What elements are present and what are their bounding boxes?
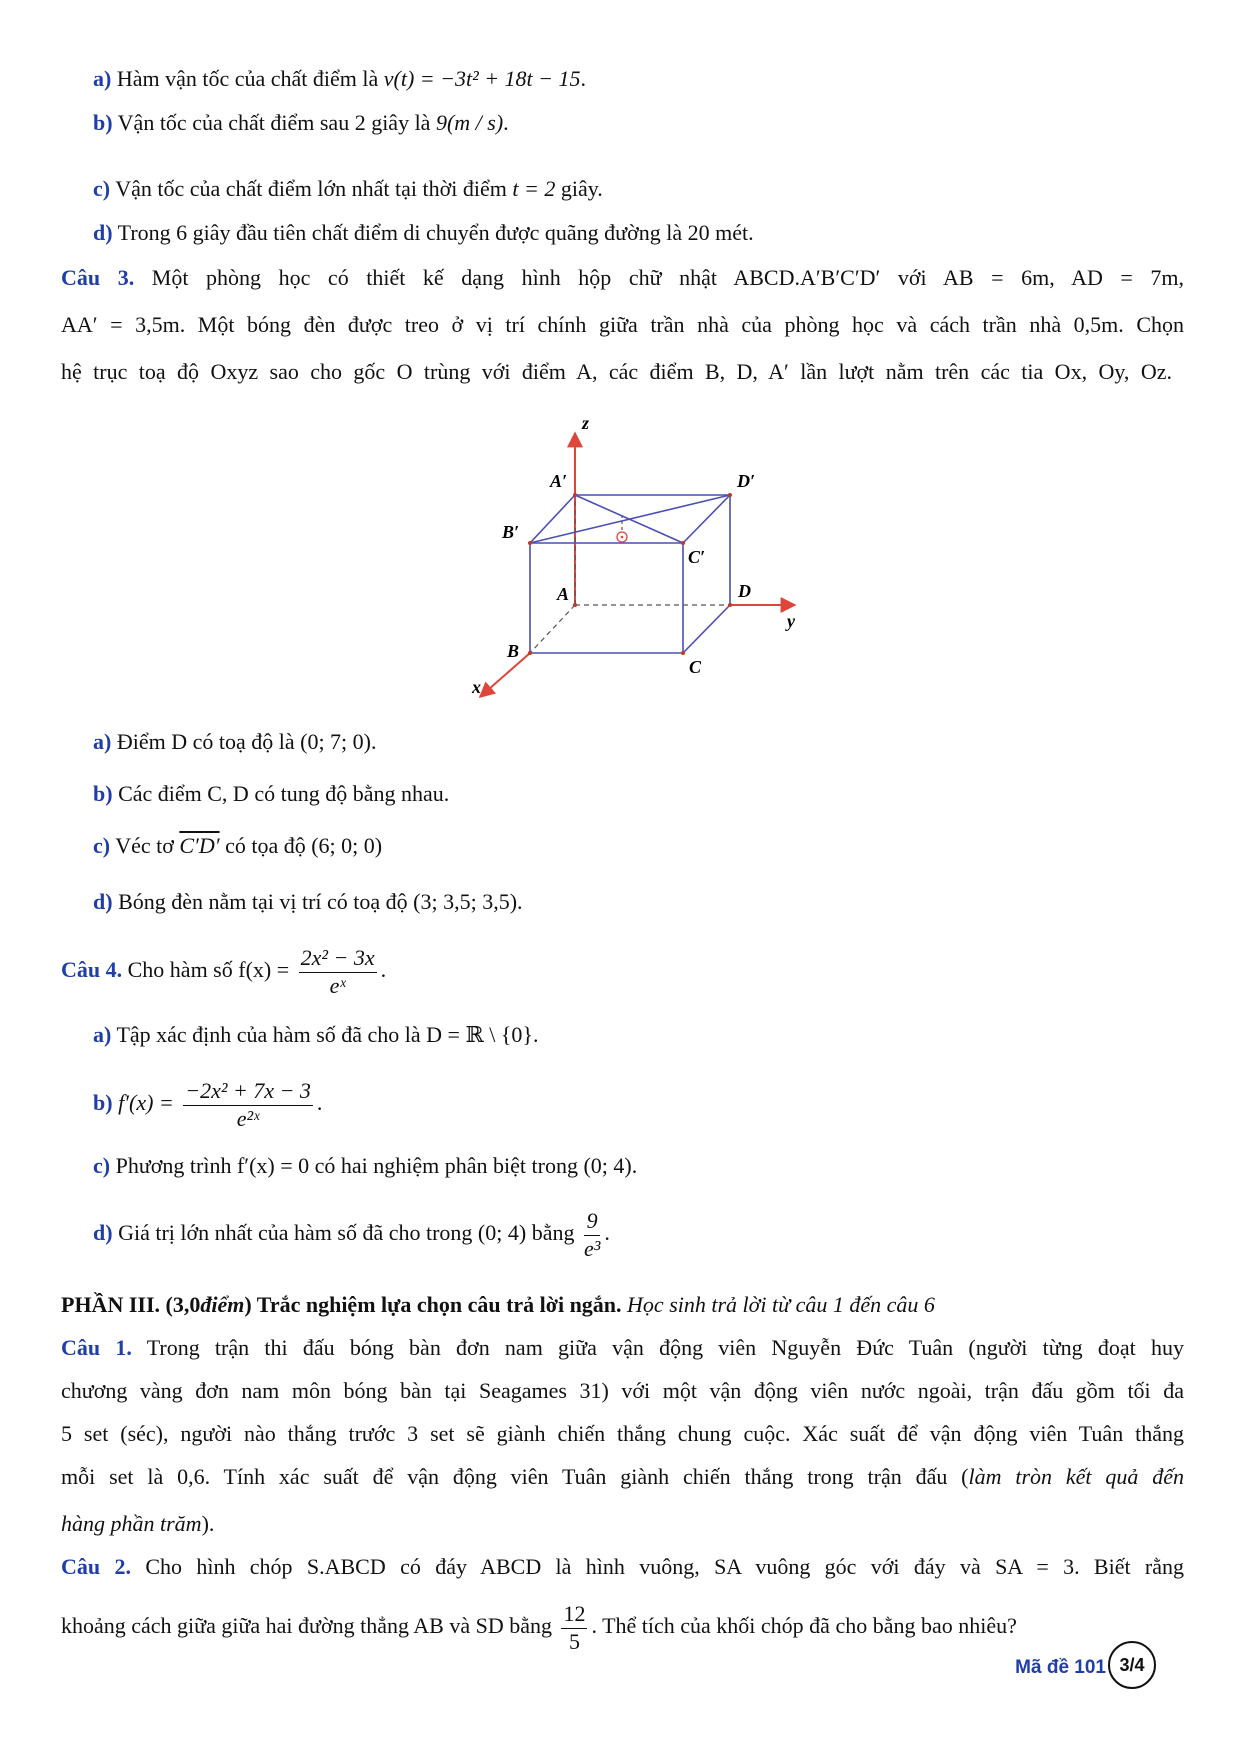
edge-CD: [683, 605, 730, 653]
box-figure: [440, 405, 840, 715]
q3-line-2: AA′ = 3,5m. Một bóng đèn được treo ở vị trí chính giữa trần nhà của phòng học và cách trần nhà 0,5m. Chọn: [61, 312, 1184, 337]
q3-item-b: b) Các điểm C, D có tung độ bằng nhau.: [93, 781, 450, 806]
label-y: y: [787, 611, 795, 631]
p3q2-line-2: khoảng cách giữa giữa hai đường thẳng AB và SD bằng $\frac{12}{5}$ . Thể tích của khối chóp đã cho bằng bao nhiêu?: [61, 1601, 1017, 1655]
label-C1: C′: [688, 547, 706, 567]
q4-stem: Câu 4. Cho hàm số f(x) = $\frac{\text{2x² − 3x}}{\text{eˣ}}$ .: [61, 945, 387, 999]
page-number: 3/4: [1108, 1641, 1156, 1689]
p3q1-line-3: 5 set (séc), người nào thắng trước 3 set sẽ giành chiến thắng chung cuộc. Xác suất để vận động viên Tuân thắng: [61, 1421, 1184, 1446]
edge-A1B1: [530, 495, 575, 543]
q4-item-d: d) Giá trị lớn nhất của hàm số đã cho trong (0; 4) bằng $\frac{9}{\text{e³}}$ .: [93, 1208, 610, 1262]
label-x: x: [472, 677, 481, 697]
q4-item-c: c) Phương trình f′(x) = 0 có hai nghiệm phân biệt trong (0; 4).: [93, 1153, 638, 1178]
label-D: D: [738, 581, 751, 601]
q3-item-a: a) Điểm D có toạ độ là (0; 7; 0).: [93, 729, 377, 754]
label-A: A: [557, 584, 570, 604]
x-axis: [480, 653, 530, 697]
p3q1-line-1: Câu 1. Trong trận thi đấu bóng bàn đơn nam giữa vận động viên Nguyễn Đức Tuân (người từng đoạt huy: [61, 1335, 1184, 1360]
label-A1: A′: [550, 471, 568, 491]
part3-heading: PHẦN III. (3,0điểm) Trắc nghiệm lựa chọn câu trả lời ngắn. Học sinh trả lời từ câu 1 đến câu 6: [61, 1292, 935, 1317]
label-C: C: [689, 657, 702, 677]
edge-C1D1: [683, 495, 730, 543]
p3q1-line-4: mỗi set là 0,6. Tính xác suất để vận động viên Tuân giành chiến thắng trong trận đấu (làm tròn kết quả đến: [61, 1464, 1184, 1489]
q3-line-1: Câu 3. Một phòng học có thiết kế dạng hình hộp chữ nhật ABCD.A′B′C′D′ với AB = 6m, AD = 7m,: [61, 265, 1185, 290]
q3-item-d: d) Bóng đèn nằm tại vị trí có toạ độ (3; 3,5; 3,5).: [93, 889, 523, 914]
q4-item-a: a) Tập xác định của hàm số đã cho là D = ℝ \ {0}.: [93, 1022, 539, 1047]
q2-item-b: b) Vận tốc của chất điểm sau 2 giây là 9(m / s).: [93, 110, 509, 135]
label-D1: D′: [737, 471, 756, 491]
q4-item-b: b) f′(x) = $\frac{\text{−2x² + 7x − 3}}{\text{e²ˣ}}$ .: [93, 1078, 323, 1132]
q3-item-c: c) Véc tơ C′D′ có tọa độ (6; 0; 0): [93, 833, 383, 858]
q2-item-a: a) Hàm vận tốc của chất điểm là v(t) = −3t² + 18t − 15.: [93, 66, 587, 91]
p3q1-line-5: hàng phần trăm).: [61, 1511, 215, 1536]
label-z: z: [582, 413, 590, 433]
edge-AB: [530, 605, 575, 653]
label-B: B: [507, 641, 520, 661]
diag-A1C1: [575, 495, 683, 543]
q2-item-c: c) Vận tốc của chất điểm lớn nhất tại thời điểm t = 2 giây.: [93, 176, 603, 201]
p3q1-line-2: chương vàng đơn nam môn bóng bàn tại Seagames 31) với một vận động viên nước ngoài, trận đấu gồm tối đa: [61, 1378, 1184, 1403]
q2-item-d: d) Trong 6 giây đầu tiên chất điểm di chuyển được quãng đường là 20 mét.: [93, 220, 754, 245]
p3q2-line-1: Câu 2. Cho hình chóp S.ABCD có đáy ABCD là hình vuông, SA vuông góc với đáy và SA = 3. Biết rằng: [61, 1554, 1185, 1579]
exam-code: Mã đề 101: [1015, 1657, 1106, 1678]
q3-line-3: hệ trục toạ độ Oxyz sao cho gốc O trùng với điểm A, các điểm B, D, A′ lần lượt nằm trên các tia Ox, Oy, Oz.: [61, 359, 1172, 384]
label-B1: B′: [502, 522, 520, 542]
